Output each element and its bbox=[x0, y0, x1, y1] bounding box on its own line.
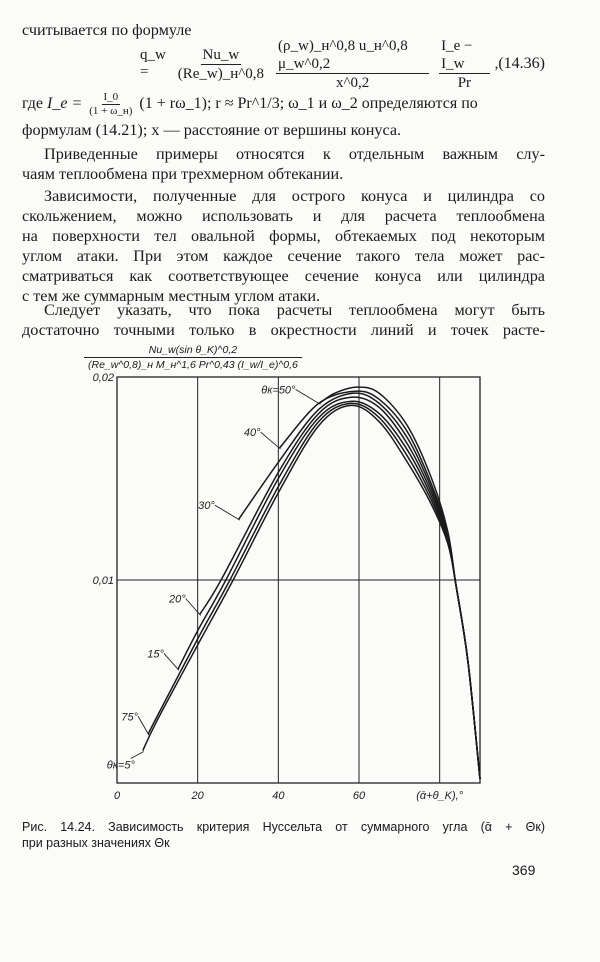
y-axis-label-denominator: (Re_w^0,8)_н M_н^1,6 Pr^0,43 (I_w/I_e)^0,6 bbox=[84, 357, 302, 371]
text-line: считывается по формуле bbox=[22, 21, 192, 39]
curve-label: 20° bbox=[169, 593, 186, 606]
denominator: Pr bbox=[457, 74, 472, 91]
formula-lhs: q_w = bbox=[140, 47, 166, 80]
ie-lhs: I_e = bbox=[47, 95, 83, 112]
numerator: (ρ_w)_н^0,8 u_н^0,8 μ_w^0,2 bbox=[276, 37, 429, 74]
curve-6 bbox=[280, 391, 480, 779]
x-tick-label: 0 bbox=[113, 790, 121, 802]
where-prefix: где bbox=[22, 95, 44, 112]
curve-label: 30° bbox=[198, 500, 215, 513]
text-line: Зависимости, полученные для острого конуса и цилиндра со bbox=[44, 187, 545, 205]
curve-label: 40° bbox=[243, 427, 261, 440]
text-line: сматриваться как соответствующее сечение конуса или цилиндра bbox=[22, 267, 545, 285]
y-tick-label: 0,01 bbox=[92, 575, 114, 587]
text-line: на поверхности тел овальной формы, обтекаемых под некоторым bbox=[22, 227, 545, 245]
leader-line bbox=[261, 432, 281, 449]
curve-1 bbox=[143, 405, 480, 779]
curve-label: θк=50° bbox=[261, 384, 296, 397]
x-tick-label: 40 bbox=[272, 790, 285, 802]
y-axis-label-numerator: Nu_w(sin θ_K)^0,2 bbox=[148, 344, 238, 356]
denominator: (Re_w)_н^0,8 bbox=[177, 65, 265, 82]
text-line: формулам (14.21); x — расстояние от вершины конуса. bbox=[22, 121, 402, 139]
formula-comma: , bbox=[494, 55, 499, 72]
curve-7 bbox=[319, 387, 480, 779]
denominator: x^0,2 bbox=[335, 74, 370, 91]
leader-line bbox=[215, 505, 240, 520]
curve-3 bbox=[178, 401, 480, 779]
numerator: I_0 bbox=[103, 90, 119, 103]
text-line: с тем же суммарным местным углом атаки. bbox=[22, 287, 321, 305]
numerator: I_e − I_w bbox=[439, 37, 489, 74]
text-line: скольжением, можно использовать и для расчета теплообмена bbox=[22, 207, 545, 225]
numerator: Nu_w bbox=[202, 46, 240, 63]
curve-label: θк=5° bbox=[106, 759, 135, 772]
figure-caption: при разных значениях Θк bbox=[22, 836, 170, 850]
leader-line bbox=[186, 599, 201, 616]
leader-line bbox=[131, 752, 144, 759]
figure-caption: Рис. 14.24. Зависимость критерия Нуссельта от суммарного угла (ᾱ + Θк) bbox=[22, 820, 545, 834]
x-tick-label: 20 bbox=[191, 790, 204, 802]
text-line: Приведенные примеры относятся к отдельным важным слу- bbox=[44, 145, 545, 163]
y-tick-label: 0,02 bbox=[92, 372, 114, 384]
text-line: углом атаки. При этом каждое сечение такого тела может рас- bbox=[22, 247, 545, 265]
equation-number: (14.36) bbox=[498, 55, 545, 72]
curve-label: 75° bbox=[121, 711, 139, 724]
curve-4 bbox=[200, 397, 480, 779]
x-tick-label: 60 bbox=[352, 790, 366, 802]
leader-line bbox=[295, 389, 320, 404]
leader-line bbox=[164, 653, 179, 670]
where-rest: (1 + rω_1); r ≈ Pr^1/3; ω_1 и ω_2 определяются по bbox=[139, 95, 478, 112]
text-line: достаточно точными только в окрестности линий и точек расте- bbox=[22, 321, 545, 339]
page-number: 369 bbox=[512, 862, 536, 878]
text-line: Следует указать, что пока расчеты теплообмена могут быть bbox=[44, 301, 545, 319]
leader-line bbox=[138, 716, 149, 735]
curve-label: 15° bbox=[147, 648, 164, 661]
text-line: чаям теплообмена при трехмерном обтекании. bbox=[22, 165, 344, 183]
denominator: (1 + ω_н) bbox=[89, 104, 133, 117]
x-axis-label: (ᾱ+θ_K),° bbox=[416, 790, 464, 802]
